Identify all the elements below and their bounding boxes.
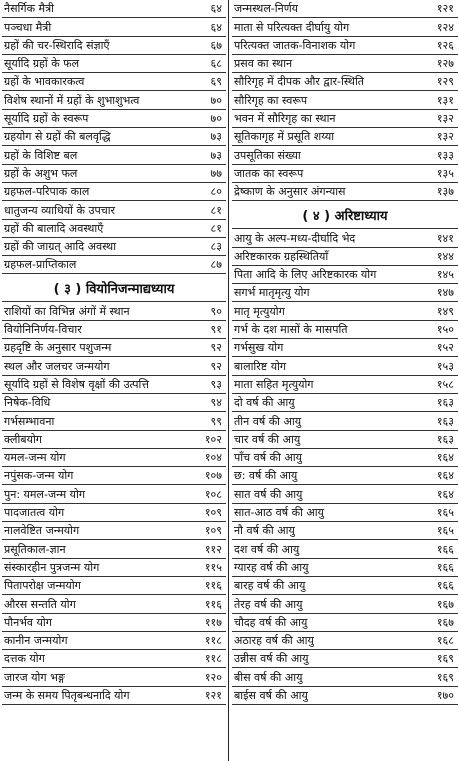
toc-entry-page: १६४ xyxy=(436,487,454,501)
toc-entry-page: १५२ xyxy=(436,341,454,355)
toc-entry-page: ८१ xyxy=(210,203,222,217)
toc-entry xyxy=(232,449,458,467)
toc-entry-title: ग्रहदृष्टि के अनुसार पशुजन्म xyxy=(4,341,112,355)
toc-entry-page: ९२ xyxy=(210,341,222,355)
toc-entry xyxy=(232,110,458,128)
toc-entry-title: ग्रहफल-परिपाक काल xyxy=(4,185,90,199)
toc-entry xyxy=(232,183,458,201)
toc-entry-title: कानीन जन्मयोग xyxy=(4,634,68,648)
toc-entry-page: ७३ xyxy=(210,130,222,144)
toc-entry-page: ९३ xyxy=(210,377,222,391)
toc-entry-title: माता सहित मृत्युयोग xyxy=(234,377,314,391)
left-top-list xyxy=(2,0,226,274)
toc-entry xyxy=(2,376,226,394)
toc-entry-title: पञ्चधा मैत्री xyxy=(4,20,52,34)
toc-entry-title: छ: वर्ष की आयु xyxy=(234,469,298,483)
toc-entry-page: ९२ xyxy=(210,359,222,373)
toc-entry xyxy=(2,302,226,320)
toc-entry xyxy=(232,0,458,18)
toc-entry-title: निषेक-विधि xyxy=(4,396,51,410)
toc-entry xyxy=(2,504,226,522)
toc-entry-page: १३३ xyxy=(436,148,454,162)
toc-entry-page: १६९ xyxy=(436,652,454,666)
toc-entry-title: नपुंसक-जन्म योग xyxy=(4,469,74,483)
toc-entry xyxy=(2,73,226,91)
toc-entry xyxy=(232,485,458,503)
toc-entry xyxy=(232,229,458,247)
toc-entry-title: प्रसूतिकाल-ज्ञान xyxy=(4,542,66,556)
toc-entry-page: १०९ xyxy=(204,524,222,538)
toc-entry-title: नौ वर्ष की आयु xyxy=(234,524,295,538)
toc-entry-title: ग्रहों के भावकारकत्व xyxy=(4,75,85,89)
toc-entry-title: सूतिकागृह में प्रसूति शय्या xyxy=(234,130,335,144)
toc-entry-page: ८३ xyxy=(210,240,222,254)
toc-entry-page: १०२ xyxy=(204,432,222,446)
toc-entry-title: क्लीबयोग xyxy=(4,432,43,446)
toc-entry xyxy=(2,128,226,146)
toc-entry-page: १५० xyxy=(436,323,454,337)
toc-entry-page: १२१ xyxy=(436,2,454,16)
toc-entry-page: १३२ xyxy=(436,112,454,126)
toc-entry-page: १६७ xyxy=(436,597,454,611)
toc-entry-title: भवन में सौरिगृह का स्थान xyxy=(234,112,336,126)
toc-entry xyxy=(232,577,458,595)
toc-entry xyxy=(232,412,458,430)
toc-entry-page: ७३ xyxy=(210,148,222,162)
toc-entry-title: ग्रहयोग से ग्रहों की बलवृद्धि xyxy=(4,130,111,144)
toc-entry xyxy=(232,650,458,668)
toc-entry xyxy=(232,73,458,91)
toc-entry-page: १०७ xyxy=(204,469,222,483)
toc-entry xyxy=(2,220,226,238)
toc-entry-title: परित्यक्त जातक-विनाशक योग xyxy=(234,38,356,52)
toc-entry-page: १६७ xyxy=(436,615,454,629)
toc-entry-page: ७७ xyxy=(210,166,222,180)
toc-entry xyxy=(232,504,458,522)
toc-entry-title: गर्भ के दश मासों के मासपति xyxy=(234,323,348,337)
toc-entry-title: पाँच वर्ष की आयु xyxy=(234,451,302,465)
toc-entry-page: १३२ xyxy=(436,130,454,144)
toc-entry-title: द्रेष्काण के अनुसार अंगन्यास xyxy=(234,185,346,199)
toc-entry xyxy=(2,412,226,430)
toc-entry xyxy=(232,595,458,613)
toc-entry-page: १४५ xyxy=(436,268,454,282)
toc-entry-title: राशियों का विभिन्न अंगों में स्थान xyxy=(4,304,130,318)
toc-entry xyxy=(2,614,226,632)
toc-entry-title: तीन वर्ष की आयु xyxy=(234,414,302,428)
toc-entry xyxy=(2,339,226,357)
toc-entry-title: माता से परित्यक्त दीर्घायु योग xyxy=(234,20,350,34)
toc-entry xyxy=(2,37,226,55)
toc-entry xyxy=(232,522,458,540)
toc-entry-page: १७० xyxy=(436,688,454,702)
toc-entry-title: दो वर्ष की आयु xyxy=(234,396,295,410)
toc-entry xyxy=(232,91,458,109)
toc-entry-page: १६६ xyxy=(436,579,454,593)
toc-entry-page: १५८ xyxy=(436,377,454,391)
toc-entry xyxy=(232,540,458,558)
toc-entry xyxy=(232,376,458,394)
toc-entry-title: गर्भसुख योग xyxy=(234,341,284,355)
toc-entry-page: ९४ xyxy=(210,396,222,410)
toc-entry-page: ११८ xyxy=(204,652,222,666)
left-column xyxy=(2,0,226,705)
toc-entry-title: ग्रहों के विशिष्ट बल xyxy=(4,148,78,162)
toc-entry-title: सगर्भ मातृमृत्यु योग xyxy=(234,286,310,300)
toc-entry-title: सौरिगृह का स्वरूप xyxy=(234,93,308,107)
toc-entry-title: सात-आठ वर्ष की आयु xyxy=(234,506,325,520)
toc-entry-page: १२७ xyxy=(436,57,454,71)
toc-entry-page: १६६ xyxy=(436,542,454,556)
toc-entry-title: धातुजन्य व्याधियों के उपचार xyxy=(4,203,116,217)
toc-entry-page: ११६ xyxy=(204,597,222,611)
toc-entry xyxy=(232,165,458,183)
toc-entry-title: नैसर्गिक मैत्री xyxy=(4,2,55,16)
toc-entry-title: नालवेष्टित जन्मयोग xyxy=(4,524,80,538)
toc-entry-title: जन्म के समय पितृबन्धनादि योग xyxy=(4,688,130,702)
toc-entry-title: ग्रहों की चर-स्थिरादि संज्ञाएँ xyxy=(4,38,110,52)
toc-entry-title: ग्रहों की जाग्रत् आदि अवस्था xyxy=(4,240,117,254)
toc-entry xyxy=(2,595,226,613)
toc-entry xyxy=(2,165,226,183)
toc-entry-page: ६४ xyxy=(210,2,222,16)
toc-entry-page: ९१ xyxy=(210,323,222,337)
toc-entry xyxy=(2,668,226,686)
toc-entry xyxy=(2,183,226,201)
toc-entry-title: जन्मस्थल-निर्णय xyxy=(234,2,299,16)
toc-entry-page: १६५ xyxy=(436,506,454,520)
toc-entry-page: ११५ xyxy=(204,560,222,574)
toc-entry-title: दत्तक योग xyxy=(4,652,45,666)
toc-entry xyxy=(2,91,226,109)
toc-entry-title: बीस वर्ष की आयु xyxy=(234,670,303,684)
toc-entry-title: प्रसव का स्थान xyxy=(234,57,293,71)
toc-entry xyxy=(2,522,226,540)
toc-entry-title: अरिष्टकारक ग्रहस्थितियाँ xyxy=(234,249,329,263)
toc-entry-page: १३५ xyxy=(436,166,454,180)
toc-entry-title: सूर्यादि ग्रहों से विशेष वृक्षों की उत्पत्ति xyxy=(4,377,149,391)
toc-entry-page: १३७ xyxy=(436,185,454,199)
toc-entry-title: अठारह वर्ष की आयु xyxy=(234,634,314,648)
toc-entry-page: १६६ xyxy=(436,560,454,574)
toc-entry-title: स्थल और जलचर जन्मयोग xyxy=(4,359,110,373)
toc-entry-page: १२१ xyxy=(204,688,222,702)
toc-entry-page: ९० xyxy=(210,304,222,318)
toc-entry-title: पितापरोक्ष जन्मयोग xyxy=(4,579,81,593)
toc-entry-title: यमल-जन्म योग xyxy=(4,451,66,465)
toc-entry-page: १६८ xyxy=(436,634,454,648)
toc-entry-title: चौदह वर्ष की आयु xyxy=(234,615,308,629)
toc-entry xyxy=(232,146,458,164)
toc-entry-title: जारज योग भङ्ग xyxy=(4,670,65,684)
toc-entry-title: जातक का स्वरूप xyxy=(234,166,304,180)
toc-entry-title: पिता आदि के लिए अरिष्टकारक योग xyxy=(234,268,377,282)
toc-entry-page: ६८ xyxy=(210,57,222,71)
toc-entry-page: १६५ xyxy=(436,524,454,538)
toc-entry-title: चार वर्ष की आयु xyxy=(234,432,301,446)
toc-entry xyxy=(2,431,226,449)
toc-entry xyxy=(2,321,226,339)
chapter-heading-4: ( ४ ) अरिष्टाध्याय xyxy=(232,201,458,229)
toc-entry-page: १६३ xyxy=(436,396,454,410)
toc-entry-page: ११२ xyxy=(204,542,222,556)
toc-entry-title: मातृ मृत्युयोग xyxy=(234,304,285,318)
column-divider xyxy=(228,0,229,761)
toc-entry-page: १०९ xyxy=(204,506,222,520)
toc-entry-title: पुन: यमल-जन्म योग xyxy=(4,487,86,501)
toc-entry-title: सूर्यादि ग्रहों के फल xyxy=(4,57,80,71)
toc-entry-page: ६७ xyxy=(210,38,222,52)
toc-entry-title: उपसूतिका संख्या xyxy=(234,148,301,162)
toc-entry-title: सूर्यादि ग्रहों के स्वरूप xyxy=(4,112,89,126)
toc-entry-page: १६३ xyxy=(436,414,454,428)
toc-entry xyxy=(232,321,458,339)
toc-entry xyxy=(2,256,226,274)
toc-entry xyxy=(2,650,226,668)
toc-entry-title: सात वर्ष की आयु xyxy=(234,487,303,501)
toc-entry xyxy=(232,284,458,302)
toc-entry xyxy=(232,614,458,632)
toc-entry-page: ९९ xyxy=(210,414,222,428)
toc-entry-page: ६९ xyxy=(210,75,222,89)
toc-entry-page: १६४ xyxy=(436,469,454,483)
toc-entry xyxy=(2,687,226,705)
toc-entry-page: १०४ xyxy=(204,451,222,465)
toc-entry xyxy=(232,687,458,705)
toc-entry-title: पौनर्भव योग xyxy=(4,615,52,629)
toc-entry-title: ग्यारह वर्ष की आयु xyxy=(234,560,309,574)
toc-entry-title: सौरिगृह में दीपक और द्वार-स्थिति xyxy=(234,75,365,89)
toc-entry-page: ११८ xyxy=(204,634,222,648)
toc-entry xyxy=(2,467,226,485)
right-bottom-list xyxy=(232,229,458,705)
toc-entry xyxy=(2,632,226,650)
toc-entry-page: १५३ xyxy=(436,359,454,373)
toc-entry-title: संस्कारहीन पुत्रजन्म योग xyxy=(4,560,100,574)
left-bottom-list xyxy=(2,302,226,705)
toc-entry xyxy=(232,668,458,686)
toc-entry-title: विशेष स्थानों में ग्रहों के शुभाशुभत्व xyxy=(4,93,140,107)
toc-entry xyxy=(2,559,226,577)
toc-entry-page: ८७ xyxy=(210,258,222,272)
toc-entry xyxy=(2,449,226,467)
toc-entry xyxy=(2,540,226,558)
toc-entry-page: १६४ xyxy=(436,451,454,465)
toc-entry xyxy=(232,632,458,650)
toc-entry-title: आयु के अल्प-मध्य-दीर्घादि भेद xyxy=(234,231,356,245)
toc-entry xyxy=(232,357,458,375)
toc-entry-page: १४७ xyxy=(436,286,454,300)
toc-entry-title: ग्रहों की बालादि अवस्थाएँ xyxy=(4,221,104,235)
toc-entry xyxy=(2,485,226,503)
toc-entry xyxy=(232,266,458,284)
toc-entry xyxy=(232,339,458,357)
toc-entry-title: बारह वर्ष की आयु xyxy=(234,579,306,593)
toc-entry xyxy=(232,559,458,577)
toc-entry xyxy=(232,248,458,266)
toc-entry-title: वियोनिनिर्णय-विचार xyxy=(4,323,82,337)
toc-entry xyxy=(232,302,458,320)
toc-entry-page: १३१ xyxy=(436,93,454,107)
toc-entry xyxy=(2,0,226,18)
toc-entry-page: ११७ xyxy=(204,615,222,629)
toc-entry xyxy=(2,146,226,164)
toc-entry-page: ७० xyxy=(210,112,222,126)
toc-entry xyxy=(232,128,458,146)
toc-entry-page: १२० xyxy=(204,670,222,684)
toc-entry-page: १४९ xyxy=(436,304,454,318)
toc-entry xyxy=(232,37,458,55)
toc-entry-title: तेरह वर्ष की आयु xyxy=(234,597,303,611)
toc-entry-page: १६३ xyxy=(436,432,454,446)
toc-entry-page: ७० xyxy=(210,93,222,107)
toc-entry xyxy=(232,18,458,36)
toc-entry-page: ८० xyxy=(210,185,222,199)
toc-entry xyxy=(232,431,458,449)
toc-entry xyxy=(232,394,458,412)
toc-entry-title: ग्रहों के अशुभ फल xyxy=(4,166,78,180)
toc-entry xyxy=(2,238,226,256)
toc-entry-page: १६९ xyxy=(436,670,454,684)
toc-entry xyxy=(2,201,226,219)
right-column xyxy=(232,0,458,705)
toc-entry-page: ८१ xyxy=(210,221,222,235)
toc-entry xyxy=(2,110,226,128)
chapter-heading-3: ( ३ ) वियोनिजन्माद्यध्याय xyxy=(2,274,226,302)
toc-entry-title: औरस सन्तति योग xyxy=(4,597,76,611)
toc-entry-title: ग्रहफल-प्राप्तिकाल xyxy=(4,258,77,272)
toc-entry-title: बालारिष्ट योग xyxy=(234,359,287,373)
toc-entry-title: उन्नीस वर्ष की आयु xyxy=(234,652,309,666)
toc-entry xyxy=(2,394,226,412)
toc-entry-title: पादजातत्व योग xyxy=(4,506,65,520)
toc-entry-title: बाईस वर्ष की आयु xyxy=(234,688,308,702)
toc-entry-page: १२९ xyxy=(436,75,454,89)
toc-entry-title: दश वर्ष की आयु xyxy=(234,542,300,556)
toc-entry-title: गर्भसम्भावना xyxy=(4,414,55,428)
toc-entry xyxy=(232,467,458,485)
right-top-list xyxy=(232,0,458,201)
toc-entry xyxy=(2,18,226,36)
toc-entry xyxy=(2,55,226,73)
toc-entry xyxy=(232,55,458,73)
toc-entry-page: १४४ xyxy=(436,249,454,263)
toc-entry-page: १४१ xyxy=(436,231,454,245)
toc-entry xyxy=(2,357,226,375)
toc-entry-page: १०८ xyxy=(204,487,222,501)
toc-entry-page: ११६ xyxy=(204,579,222,593)
toc-entry-page: १२६ xyxy=(436,38,454,52)
toc-entry-page: ६४ xyxy=(210,20,222,34)
toc-entry-page: १२४ xyxy=(436,20,454,34)
toc-entry xyxy=(2,577,226,595)
